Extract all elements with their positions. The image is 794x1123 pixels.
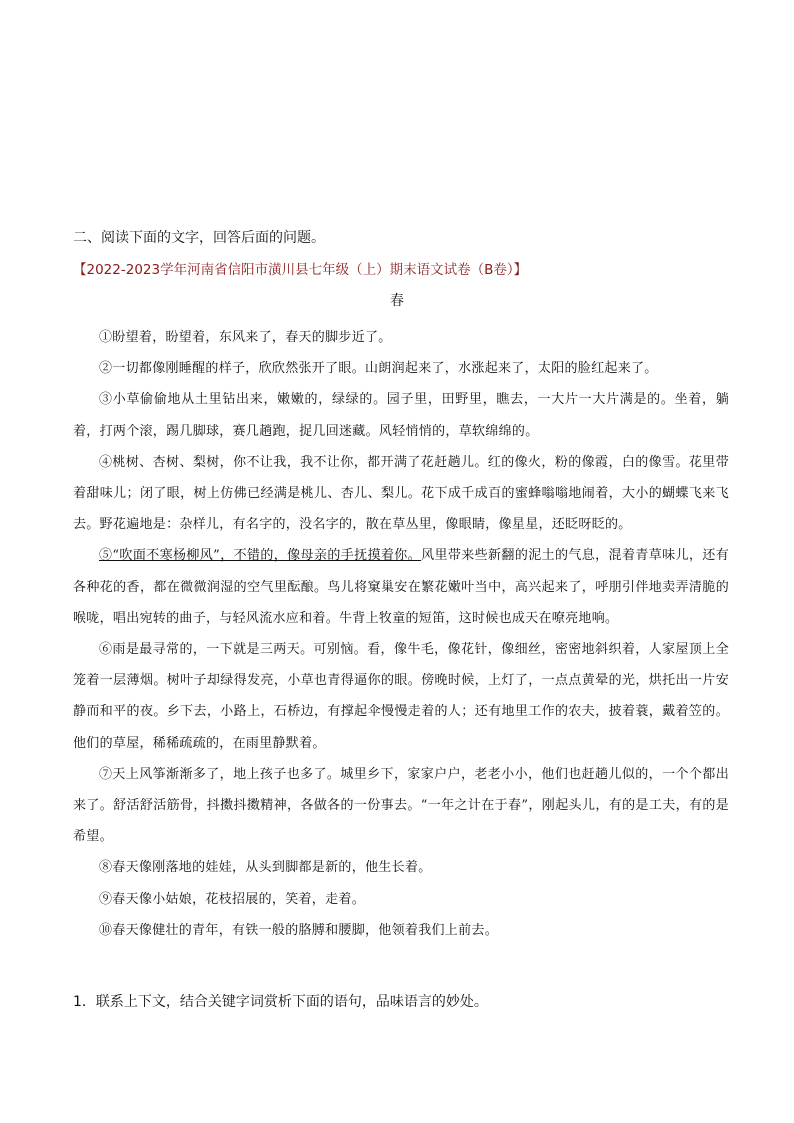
question-1: 1．联系上下文，结合关键字词赏析下面的语句，品味语言的妙处。 — [73, 994, 488, 1010]
paragraph-6: ⑥雨是最寻常的，一下就是三两天。可别恼。看，像牛毛，像花针，像细丝，密密地斜织着，人家屋顶上全笼着一层薄烟。树叶子却绿得发亮，小草也青得逼你的眼。傍晚时候，上灯了，一点点黄晕的光，烘托出一片安静而和平的夜。乡下去，小路上，石桥边，有撑起伞慢慢走着的人；还有地里工作的农夫，披着蓑，戴着笠的。他们的草屋，稀稀疏疏的，在雨里静默着。 — [73, 642, 729, 751]
paragraph-1: ①盼望着，盼望着，东风来了，春天的脚步近了。 — [99, 330, 392, 345]
passage-body — [73, 322, 729, 946]
passage-title: 春 — [390, 293, 404, 309]
paragraph-3: ③小草偷偷地从土里钻出来，嫩嫩的，绿绿的。园子里，田野里，瞧去，一大片一大片满是的。坐着，躺着，打两个滚，踢几脚球，赛几趟跑，捉几回迷藏。风轻悄悄的，草软绵绵的。 — [73, 392, 729, 439]
underlined-sentence: ⑤“吹面不寒杨柳风”，不错的，像母亲的手抚摸着你。 — [99, 548, 422, 564]
paragraph-4: ④桃树、杏树、梨树，你不让我，我不让你，都开满了花赶趟儿。红的像火，粉的像霞，白的像雪。花里带着甜味儿；闭了眼，树上仿佛已经满是桃儿、杏儿、梨儿。花下成千成百的蜜蜂嗡嗡地闹着，大小的蝴蝶飞来飞去。野花遍地是：杂样儿，有名字的，没名字的，散在草丛里，像眼睛，像星星，还眨呀眨的。 — [73, 454, 729, 533]
paragraph-2: ②一切都像刚睡醒的样子，欣欣然张开了眼。山朗润起来了，水涨起来了，太阳的脸红起来了。 — [99, 361, 658, 377]
exam-source: 【2022-2023学年河南省信阳市潢川县七年级（上）期末语文试卷（B卷）】 — [73, 262, 528, 278]
paragraph-5: ⑤“吹面不寒杨柳风”，不错的，像母亲的手抚摸着你。风里带来些新翻的泥土的气息，混着青草味儿，还有各种花的香，都在微微润湿的空气里酝酿。鸟儿将窠巢安在繁花嫩叶当中，高兴起来了，呼朋引伴地卖弄清脆的喉咙，唱出宛转的曲子，与轻风流水应和着。牛背上牧童的短笛，这时候也成天在嘹亮地响。 — [73, 548, 729, 626]
paragraph-10: ⑩春天像健壮的青年，有铁一般的胳膊和腰脚，他领着我们上前去。 — [99, 922, 499, 938]
paragraph-7: ⑦天上风筝渐渐多了，地上孩子也多了。城里乡下，家家户户，老老小小，他们也赶趟儿似的，一个个都出来了。舒活舒活筋骨，抖擞抖擞精神，各做各的一份事去。“一年之计在于春”，刚起头儿，有的是工夫，有的是希望。 — [73, 766, 729, 845]
section-heading: 二、阅读下面的文字，回答后面的问题。 — [73, 230, 325, 246]
paragraph-8: ⑧春天像刚落地的娃娃，从头到脚都是新的，他生长着。 — [99, 860, 432, 876]
paragraph-9: ⑨春天像小姑娘，花枝招展的，笑着，走着。 — [99, 891, 366, 907]
